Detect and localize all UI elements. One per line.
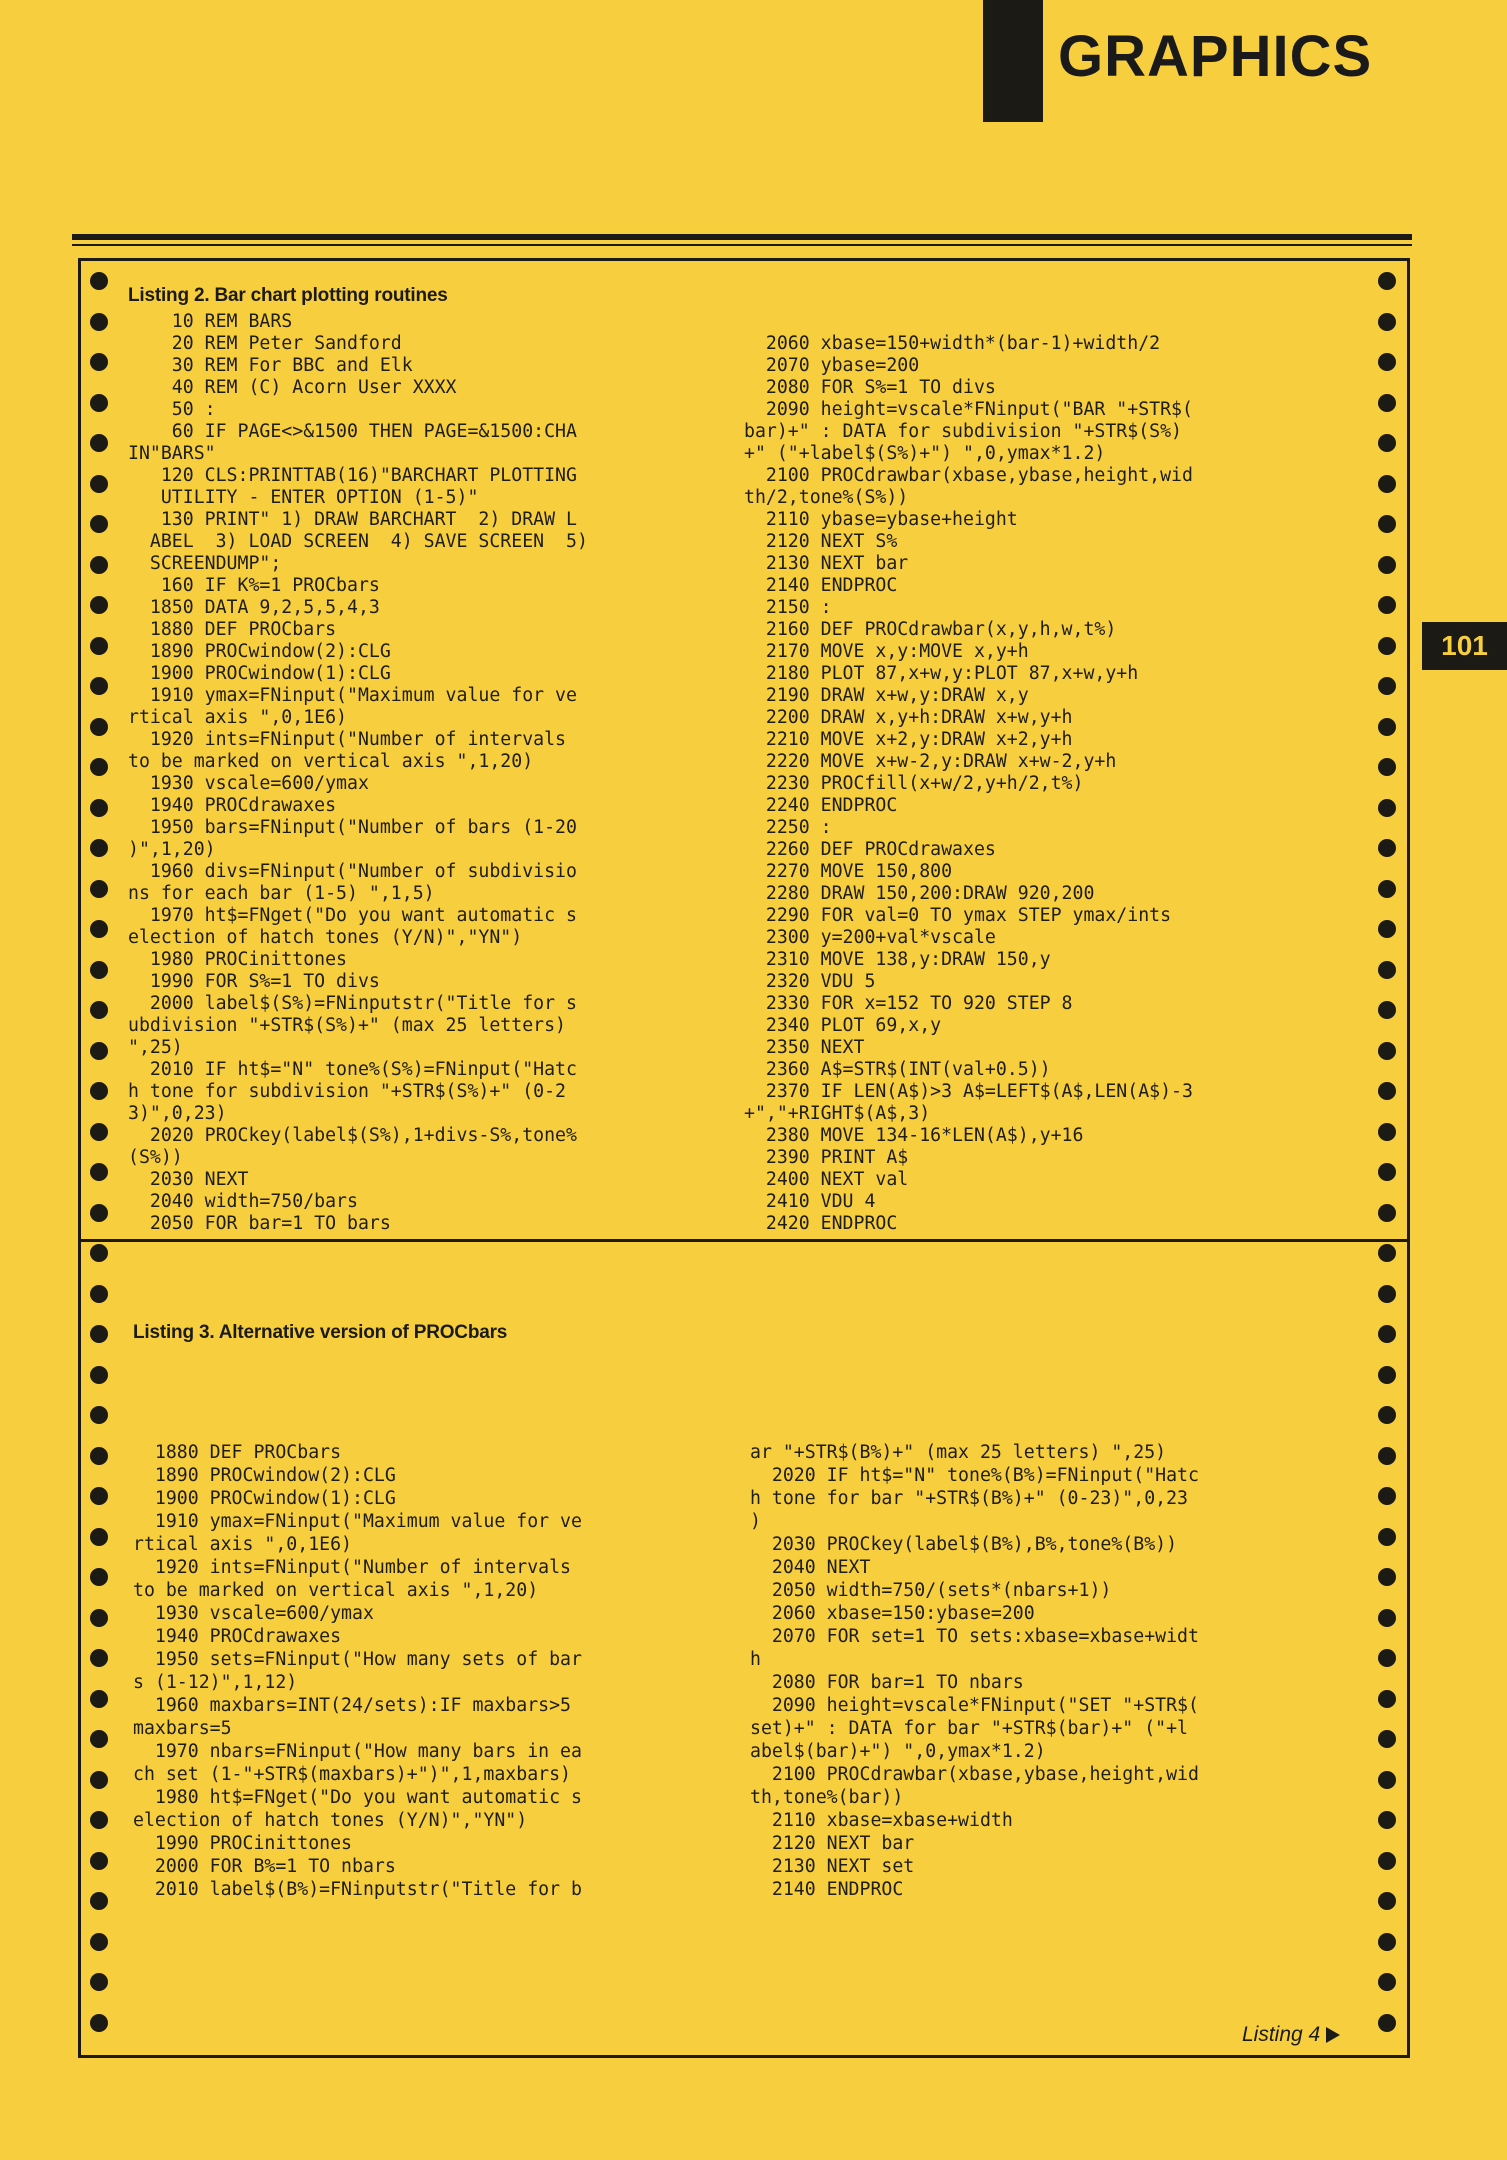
perforation-hole: [1378, 1163, 1396, 1181]
code-line: 2130 NEXT set: [750, 1856, 915, 1877]
code-line: maxbars=5: [133, 1718, 232, 1739]
perforation-hole: [90, 718, 108, 736]
perforation-hole: [1378, 596, 1396, 614]
perforation-hole: [90, 2014, 108, 2032]
code-line: 2030 PROCkey(label$(B%),B%,tone%(B%)): [750, 1534, 1178, 1555]
code-line: election of hatch tones (Y/N)","YN"): [128, 927, 523, 948]
perforation-hole: [1378, 1082, 1396, 1100]
code-line: (S%)): [128, 1147, 183, 1168]
perforation-left: [80, 258, 120, 2058]
perforation-hole: [1378, 1042, 1396, 1060]
perforation-hole: [90, 1366, 108, 1384]
perforation-hole: [1378, 434, 1396, 452]
code-line: 1980 ht$=FNget("Do you want automatic s: [133, 1787, 582, 1808]
code-line: set)+" : DATA for bar "+STR$(bar)+" ("+l: [750, 1718, 1188, 1739]
perforation-hole: [1378, 272, 1396, 290]
code-line: 2350 NEXT: [744, 1037, 865, 1058]
code-line: 2320 VDU 5: [744, 971, 876, 992]
perforation-hole: [90, 1244, 108, 1262]
perforation-hole: [1378, 961, 1396, 979]
code-line: rtical axis ",0,1E6): [133, 1534, 352, 1555]
code-line: 2020 IF ht$="N" tone%(B%)=FNinput("Hatc: [750, 1465, 1199, 1486]
code-line: 130 PRINT" 1) DRAW BARCHART 2) DRAW L: [128, 509, 577, 530]
perforation-hole: [1378, 677, 1396, 695]
perforation-hole: [1378, 1406, 1396, 1424]
code-line: 2030 NEXT: [128, 1169, 249, 1190]
perforation-hole: [90, 434, 108, 452]
perforation-hole: [90, 1123, 108, 1141]
perforation-hole: [90, 1285, 108, 1303]
code-line: 1850 DATA 9,2,5,5,4,3: [128, 597, 380, 618]
perforation-hole: [1378, 880, 1396, 898]
code-line: 2280 DRAW 150,200:DRAW 920,200: [744, 883, 1095, 904]
code-line: 2060 xbase=150+width*(bar-1)+width/2: [744, 333, 1161, 354]
code-line: 2040 width=750/bars: [128, 1191, 358, 1212]
perforation-hole: [90, 515, 108, 533]
perforation-hole: [90, 1568, 108, 1586]
perforation-hole: [1378, 1325, 1396, 1343]
code-line: 2240 ENDPROC: [744, 795, 898, 816]
perforation-hole: [1378, 1568, 1396, 1586]
code-line: 1960 maxbars=INT(24/sets):IF maxbars>5: [133, 1695, 571, 1716]
code-line: 2270 MOVE 150,800: [744, 861, 953, 882]
code-line: )",1,20): [128, 839, 216, 860]
code-line: 2180 PLOT 87,x+w,y:PLOT 87,x+w,y+h: [744, 663, 1139, 684]
code-line: ABEL 3) LOAD SCREEN 4) SAVE SCREEN 5): [128, 531, 588, 552]
code-line: 2050 FOR bar=1 TO bars: [128, 1213, 391, 1234]
code-line: 1990 PROCinittones: [133, 1833, 352, 1854]
code-line: 1890 PROCwindow(2):CLG: [128, 641, 391, 662]
code-line: UTILITY - ENTER OPTION (1-5)": [128, 487, 479, 508]
code-line: 2330 FOR x=152 TO 920 STEP 8: [744, 993, 1073, 1014]
code-line: 2400 NEXT val: [744, 1169, 909, 1190]
code-line: 2210 MOVE x+2,y:DRAW x+2,y+h: [744, 729, 1073, 750]
perforation-hole: [90, 758, 108, 776]
perforation-hole: [1378, 475, 1396, 493]
perforation-hole: [1378, 353, 1396, 371]
perforation-hole: [1378, 1730, 1396, 1748]
code-line: 2080 FOR S%=1 TO divs: [744, 377, 996, 398]
code-line: abel$(bar)+") ",0,ymax*1.2): [750, 1741, 1046, 1762]
code-line: th,tone%(bar)): [750, 1787, 904, 1808]
code-line: 2360 A$=STR$(INT(val+0.5)): [744, 1059, 1051, 1080]
perforation-hole: [1378, 637, 1396, 655]
code-line: 120 CLS:PRINTTAB(16)"BARCHART PLOTTING: [128, 465, 577, 486]
code-line: IN"BARS": [128, 443, 216, 464]
perforation-hole: [90, 1406, 108, 1424]
perforation-hole: [90, 1690, 108, 1708]
header-rule: [72, 234, 1412, 240]
perforation-hole: [90, 394, 108, 412]
code-line: 2390 PRINT A$: [744, 1147, 909, 1168]
perforation-hole: [90, 920, 108, 938]
perforation-hole: [1378, 1933, 1396, 1951]
perforation-hole: [1378, 2014, 1396, 2032]
code-line: 2110 xbase=xbase+width: [750, 1810, 1013, 1831]
continued-link[interactable]: [1242, 2023, 1340, 2047]
code-line: 1890 PROCwindow(2):CLG: [133, 1465, 396, 1486]
perforation-hole: [90, 556, 108, 574]
code-line: 2190 DRAW x+w,y:DRAW x,y: [744, 685, 1029, 706]
code-line: 1930 vscale=600/ymax: [128, 773, 369, 794]
perforation-hole: [90, 1730, 108, 1748]
arrow-right-icon: [1326, 2027, 1340, 2043]
code-line: to be marked on vertical axis ",1,20): [133, 1580, 539, 1601]
listing-3-title: Listing 3. Alternative version of PROCbars: [133, 1322, 508, 1343]
perforation-hole: [1378, 515, 1396, 533]
code-line: rtical axis ",0,1E6): [128, 707, 347, 728]
perforation-hole: [90, 637, 108, 655]
perforation-hole: [90, 1892, 108, 1910]
perforation-hole: [1378, 1690, 1396, 1708]
code-line: 60 IF PAGE<>&1500 THEN PAGE=&1500:CHA: [128, 421, 577, 442]
perforation-hole: [90, 1528, 108, 1546]
perforation-hole: [90, 1447, 108, 1465]
code-line: election of hatch tones (Y/N)","YN"): [133, 1810, 528, 1831]
code-line: 2110 ybase=ybase+height: [744, 509, 1018, 530]
perforation-hole: [1378, 1852, 1396, 1870]
perforation-hole: [90, 596, 108, 614]
listing-divider: [78, 1239, 1410, 1242]
perforation-hole: [1378, 920, 1396, 938]
code-line: 2010 IF ht$="N" tone%(S%)=FNinput("Hatc: [128, 1059, 577, 1080]
code-line: 1990 FOR S%=1 TO divs: [128, 971, 380, 992]
code-line: 1920 ints=FNinput("Number of intervals: [128, 729, 566, 750]
code-line: 2000 label$(S%)=FNinputstr("Title for s: [128, 993, 577, 1014]
code-line: 2050 width=750/(sets*(nbars+1)): [750, 1580, 1112, 1601]
header-rule-thin: [72, 244, 1412, 246]
perforation-hole: [90, 313, 108, 331]
code-line: 2010 label$(B%)=FNinputstr("Title for b: [133, 1879, 582, 1900]
perforation-hole: [1378, 1771, 1396, 1789]
perforation-hole: [1378, 1447, 1396, 1465]
code-line: 2370 IF LEN(A$)>3 A$=LEFT$(A$,LEN(A$)-3: [744, 1081, 1193, 1102]
perforation-hole: [90, 1163, 108, 1181]
code-line: 2170 MOVE x,y:MOVE x,y+h: [744, 641, 1029, 662]
page-number: 101: [1422, 622, 1507, 670]
code-line: h tone for subdivision "+STR$(S%)+" (0-2: [128, 1081, 566, 1102]
code-line: 1940 PROCdrawaxes: [133, 1626, 342, 1647]
perforation-hole: [90, 677, 108, 695]
code-line: 1970 ht$=FNget("Do you want automatic s: [128, 905, 577, 926]
perforation-hole: [1378, 1973, 1396, 1991]
code-line: 2300 y=200+val*vscale: [744, 927, 996, 948]
code-line: 2080 FOR bar=1 TO nbars: [750, 1672, 1024, 1693]
code-line: 2070 FOR set=1 TO sets:xbase=xbase+widt: [750, 1626, 1199, 1647]
perforation-hole: [90, 880, 108, 898]
code-line: 160 IF K%=1 PROCbars: [128, 575, 380, 596]
code-line: 1900 PROCwindow(1):CLG: [128, 663, 391, 684]
code-line: 2220 MOVE x+w-2,y:DRAW x+w-2,y+h: [744, 751, 1117, 772]
perforation-hole: [1378, 1811, 1396, 1829]
code-line: 1910 ymax=FNinput("Maximum value for ve: [128, 685, 577, 706]
perforation-hole: [1378, 1285, 1396, 1303]
perforation-hole: [90, 1973, 108, 1991]
code-line: 2340 PLOT 69,x,y: [744, 1015, 942, 1036]
code-line: 1950 bars=FNinput("Number of bars (1-20: [128, 817, 577, 838]
code-line: 2130 NEXT bar: [744, 553, 909, 574]
code-line: 2090 height=vscale*FNinput("BAR "+STR$(: [744, 399, 1193, 420]
code-line: +" ("+label$(S%)+") ",0,ymax*1.2): [744, 443, 1106, 464]
code-line: ): [750, 1511, 761, 1532]
perforation-hole: [90, 1204, 108, 1222]
code-line: h tone for bar "+STR$(B%)+" (0-23)",0,23: [750, 1488, 1188, 1509]
code-line: ar "+STR$(B%)+" (max 25 letters) ",25): [750, 1442, 1167, 1463]
code-line: ",25): [128, 1037, 183, 1058]
code-line: 1880 DEF PROCbars: [128, 619, 337, 640]
perforation-hole: [1378, 758, 1396, 776]
listing-3-code-left: [133, 1441, 582, 1901]
code-line: 2290 FOR val=0 TO ymax STEP ymax/ints: [744, 905, 1172, 926]
code-line: ubdivision "+STR$(S%)+" (max 25 letters): [128, 1015, 566, 1036]
perforation-hole: [1378, 1244, 1396, 1262]
code-line: 2310 MOVE 138,y:DRAW 150,y: [744, 949, 1051, 970]
perforation-hole: [1378, 1528, 1396, 1546]
code-line: 20 REM Peter Sandford: [128, 333, 402, 354]
listing-2-code-right: [744, 311, 1193, 1235]
code-line: 2040 NEXT: [750, 1557, 871, 1578]
code-line: bar)+" : DATA for subdivision "+STR$(S%): [744, 421, 1182, 442]
code-line: 2150 :: [744, 597, 832, 618]
perforation-hole: [90, 1933, 108, 1951]
perforation-hole: [90, 1325, 108, 1343]
code-line: 40 REM (C) Acorn User XXXX: [128, 377, 457, 398]
code-line: 2100 PROCdrawbar(xbase,ybase,height,wid: [750, 1764, 1199, 1785]
code-line: 2070 ybase=200: [744, 355, 920, 376]
perforation-hole: [1378, 1123, 1396, 1141]
listing-3-code-right: [750, 1441, 1199, 1901]
perforation-hole: [1378, 394, 1396, 412]
perforation-hole: [1378, 1366, 1396, 1384]
perforation-hole: [90, 353, 108, 371]
perforation-hole: [1378, 1649, 1396, 1667]
code-line: ns for each bar (1-5) ",1,5): [128, 883, 435, 904]
perforation-hole: [90, 272, 108, 290]
code-line: 2090 height=vscale*FNinput("SET "+STR$(: [750, 1695, 1199, 1716]
perforation-hole: [90, 1852, 108, 1870]
code-line: 50 :: [128, 399, 216, 420]
code-line: SCREENDUMP";: [128, 553, 282, 574]
perforation-hole: [1378, 1204, 1396, 1222]
perforation-hole: [1378, 556, 1396, 574]
code-line: 2140 ENDPROC: [750, 1879, 904, 1900]
code-line: 1950 sets=FNinput("How many sets of bar: [133, 1649, 582, 1670]
perforation-hole: [90, 1042, 108, 1060]
code-line: 2410 VDU 4: [744, 1191, 876, 1212]
perforation-hole: [90, 1082, 108, 1100]
code-line: 2380 MOVE 134-16*LEN(A$),y+16: [744, 1125, 1084, 1146]
code-line: 1980 PROCinittones: [128, 949, 347, 970]
code-line: +","+RIGHT$(A$,3): [744, 1103, 931, 1124]
code-line: 3)",0,23): [128, 1103, 227, 1124]
code-line: 2060 xbase=150:ybase=200: [750, 1603, 1035, 1624]
perforation-hole: [1378, 1609, 1396, 1627]
section-tab-block: [983, 0, 1043, 122]
code-line: h: [750, 1649, 761, 1670]
perforation-hole: [1378, 718, 1396, 736]
code-line: 2250 :: [744, 817, 832, 838]
code-line: 2260 DEF PROCdrawaxes: [744, 839, 996, 860]
code-line: 2420 ENDPROC: [744, 1213, 898, 1234]
code-line: 1960 divs=FNinput("Number of subdivisio: [128, 861, 577, 882]
perforation-hole: [1378, 1001, 1396, 1019]
perforation-hole: [1378, 1487, 1396, 1505]
perforation-hole: [1378, 839, 1396, 857]
code-line: 2230 PROCfill(x+w/2,y+h/2,t%): [744, 773, 1084, 794]
perforation-hole: [90, 1609, 108, 1627]
perforation-hole: [90, 1811, 108, 1829]
listing-2-code-left: [128, 311, 588, 1235]
listing-2-title: Listing 2. Bar chart plotting routines: [128, 285, 448, 306]
perforation-hole: [90, 475, 108, 493]
perforation-hole: [90, 1771, 108, 1789]
code-line: 1920 ints=FNinput("Number of intervals: [133, 1557, 571, 1578]
code-line: 2000 FOR B%=1 TO nbars: [133, 1856, 396, 1877]
code-line: 30 REM For BBC and Elk: [128, 355, 413, 376]
code-line: 2160 DEF PROCdrawbar(x,y,h,w,t%): [744, 619, 1117, 640]
perforation-hole: [90, 839, 108, 857]
perforation-hole: [1378, 799, 1396, 817]
perforation-hole: [1378, 313, 1396, 331]
code-line: 2100 PROCdrawbar(xbase,ybase,height,wid: [744, 465, 1193, 486]
code-line: to be marked on vertical axis ",1,20): [128, 751, 534, 772]
code-line: 2140 ENDPROC: [744, 575, 898, 596]
code-line: 1940 PROCdrawaxes: [128, 795, 337, 816]
code-line: 2020 PROCkey(label$(S%),1+divs-S%,tone%: [128, 1125, 577, 1146]
code-line: 1910 ymax=FNinput("Maximum value for ve: [133, 1511, 582, 1532]
code-line: 1970 nbars=FNinput("How many bars in ea: [133, 1741, 582, 1762]
code-line: ch set (1-"+STR$(maxbars)+")",1,maxbars): [133, 1764, 571, 1785]
perforation-hole: [90, 799, 108, 817]
continued-label: Listing 4: [1242, 2023, 1321, 2046]
code-line: 1880 DEF PROCbars: [133, 1442, 342, 1463]
code-line: th/2,tone%(S%)): [744, 487, 909, 508]
code-line: 2120 NEXT bar: [750, 1833, 915, 1854]
perforation-hole: [90, 1649, 108, 1667]
code-line: 2120 NEXT S%: [744, 531, 898, 552]
perforation-hole: [90, 961, 108, 979]
code-line: 10 REM BARS: [128, 311, 293, 332]
code-line: 1900 PROCwindow(1):CLG: [133, 1488, 396, 1509]
perforation-hole: [90, 1487, 108, 1505]
perforation-hole: [1378, 1892, 1396, 1910]
perforation-hole: [90, 1001, 108, 1019]
code-line: s (1-12)",1,12): [133, 1672, 298, 1693]
code-line: 1930 vscale=600/ymax: [133, 1603, 374, 1624]
code-line: 2200 DRAW x,y+h:DRAW x+w,y+h: [744, 707, 1073, 728]
section-title: GRAPHICS: [1058, 24, 1373, 89]
perforation-right: [1368, 258, 1408, 2058]
